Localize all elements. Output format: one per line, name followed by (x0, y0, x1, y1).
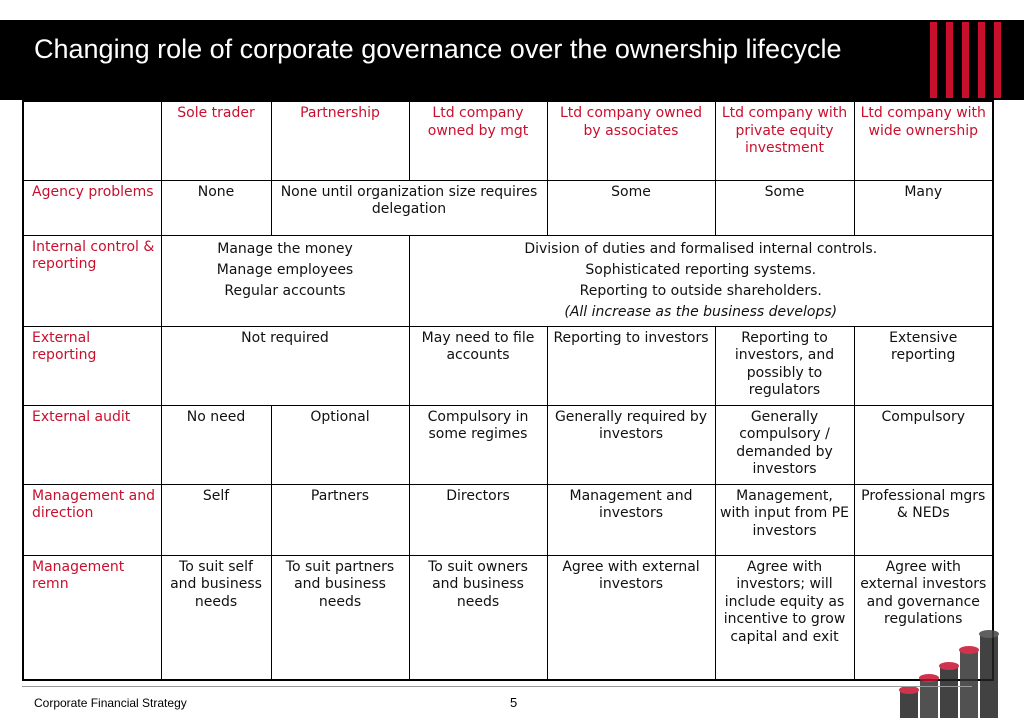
internal-right-note: (All increase as the business develops) (564, 303, 838, 320)
col-header-ltd-private-equity: Ltd company with private equity investment (715, 101, 854, 180)
cell-remn-associates: Agree with external investors (547, 555, 715, 680)
col-header-ltd-associates: Ltd company owned by associates (547, 101, 715, 180)
cell-extrep-sole-partnership: Not required (161, 326, 409, 405)
cell-internal-right (409, 235, 993, 326)
cell-remn-sole: To suit self and business needs (161, 555, 271, 680)
col-header-ltd-mgt: Ltd company owned by mgt (409, 101, 547, 180)
empty-corner-cell (23, 101, 161, 180)
cell-internal-left (161, 235, 409, 326)
row-label-internal: Internal control & reporting (23, 235, 161, 326)
cell-mgmt-wide: Professional mgrs & NEDs (854, 484, 993, 555)
header-row (23, 101, 993, 180)
cell-mgmt-partnership: Partners (271, 484, 409, 555)
row-label-remn: Management remn (23, 555, 161, 680)
cell-agency-pe: Some (715, 180, 854, 235)
row-label-external-audit: External audit (23, 405, 161, 484)
footer-divider (22, 686, 972, 687)
governance-table (22, 100, 994, 681)
cell-agency-wide: Many (854, 180, 993, 235)
internal-right-line: Sophisticated reporting systems. (585, 261, 817, 278)
cell-remn-wide: Agree with external investors and governance regulations (854, 555, 993, 680)
cell-mgmt-sole: Self (161, 484, 271, 555)
page-title: Changing role of corporate governance over the ownership lifecycle (34, 34, 842, 64)
cell-agency-sole: None (161, 180, 271, 235)
cell-mgmt-pe: Management, with input from PE investors (715, 484, 854, 555)
col-header-partnership: Partnership (271, 101, 409, 180)
cell-agency-associates: Some (547, 180, 715, 235)
table-row (23, 326, 993, 405)
row-label-agency: Agency problems (23, 180, 161, 235)
table-row (23, 235, 993, 326)
table-row (23, 180, 993, 235)
cell-audit-associates: Generally required by investors (547, 405, 715, 484)
col-header-ltd-wide: Ltd company with wide ownership (854, 101, 993, 180)
page-number: 5 (510, 695, 518, 710)
internal-right-line: Reporting to outside shareholders. (579, 282, 822, 299)
col-header-sole-trader: Sole trader (161, 101, 271, 180)
table-row (23, 405, 993, 484)
cell-audit-wide: Compulsory (854, 405, 993, 484)
table-row (23, 555, 993, 680)
internal-left-line: Manage the money (217, 240, 353, 257)
brand-bars-icon (930, 22, 1010, 98)
cell-audit-sole: No need (161, 405, 271, 484)
cell-audit-partnership: Optional (271, 405, 409, 484)
cell-audit-pe: Generally compulsory / demanded by investors (715, 405, 854, 484)
internal-right-line: Division of duties and formalised internal controls. (524, 240, 878, 257)
cell-extrep-pe: Reporting to investors, and possibly to regulators (715, 326, 854, 405)
cell-mgmt-associates: Management and investors (547, 484, 715, 555)
cell-remn-partnership: To suit partners and business needs (271, 555, 409, 680)
cell-remn-mgt: To suit owners and business needs (409, 555, 547, 680)
cell-extrep-associates: Reporting to investors (547, 326, 715, 405)
row-label-external-reporting: External reporting (23, 326, 161, 405)
internal-left-line: Manage employees (216, 261, 354, 278)
row-label-management: Management and direction (23, 484, 161, 555)
cell-extrep-mgt: May need to file accounts (409, 326, 547, 405)
stacked-coins-icon (890, 630, 1010, 720)
footer-title: Corporate Financial Strategy (34, 696, 187, 710)
cell-mgmt-mgt: Directors (409, 484, 547, 555)
cell-remn-pe: Agree with investors; will include equity as incentive to grow capital and exit (715, 555, 854, 680)
internal-left-line: Regular accounts (224, 282, 346, 299)
cell-extrep-wide: Extensive reporting (854, 326, 993, 405)
cell-audit-mgt: Compulsory in some regimes (409, 405, 547, 484)
table-row (23, 484, 993, 555)
cell-agency-partnership-mgt: None until organization size requires delegation (271, 180, 547, 235)
